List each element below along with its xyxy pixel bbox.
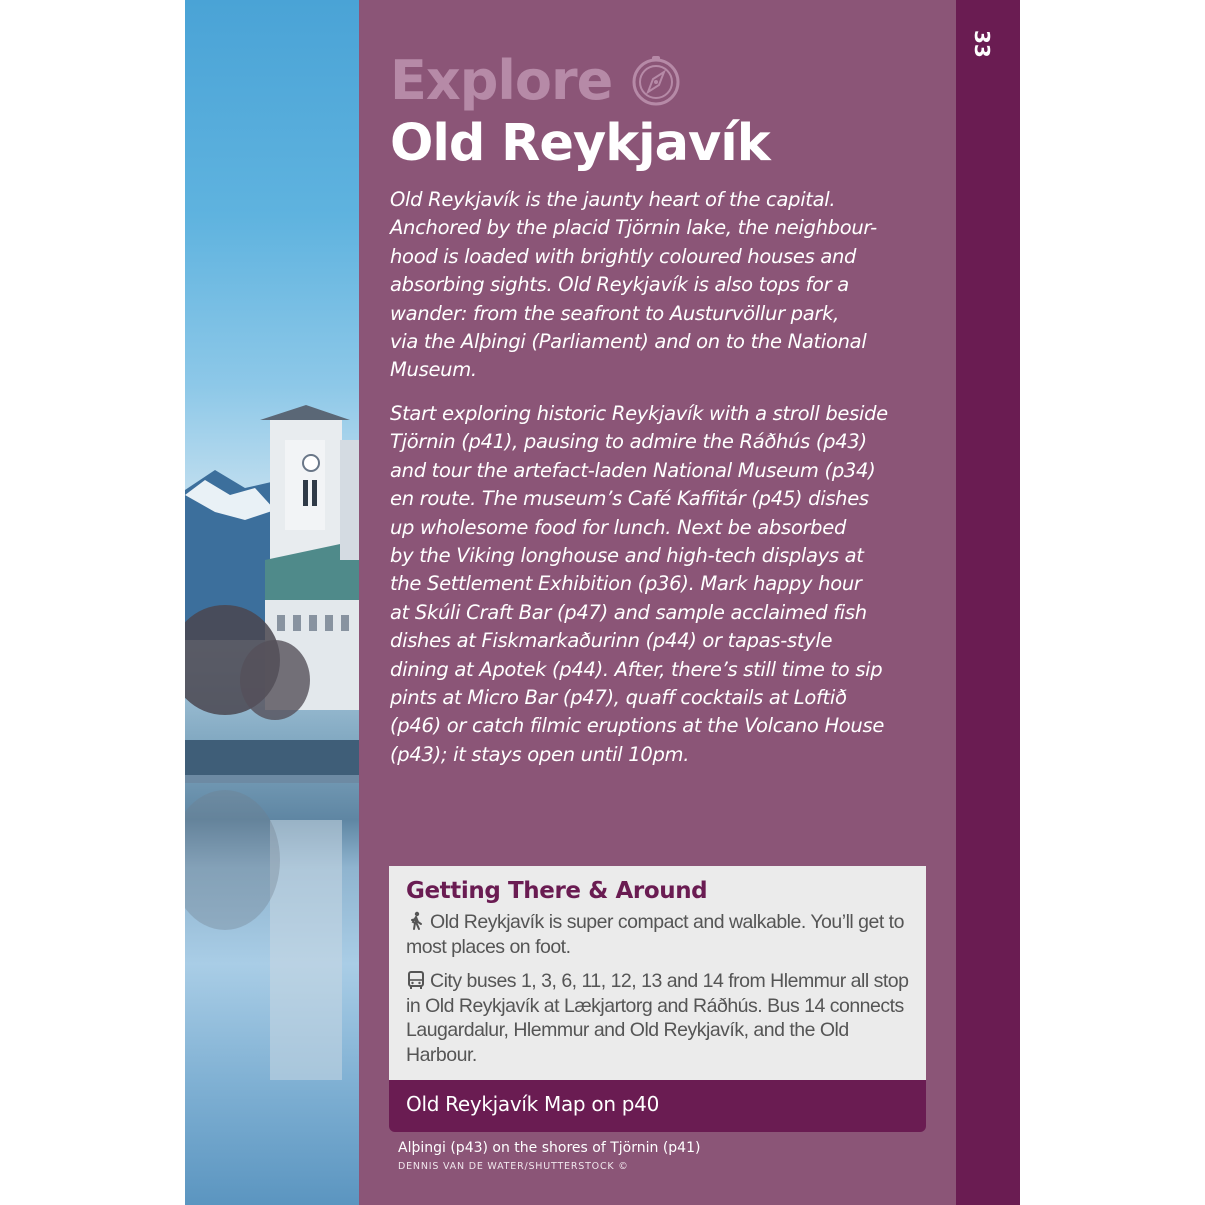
- intro-line: Museum.: [390, 358, 477, 382]
- photo-illustration: [185, 0, 359, 1205]
- bus-text: City buses 1, 3, 6, 11, 12, 13 and 14 from Hlemmur all stop: [430, 970, 909, 992]
- intro-line: wander: from the seafront to Austurvöllur park,: [390, 301, 840, 325]
- body-line: the Settlement Exhibition (p36). Mark happy hour: [390, 572, 862, 596]
- body-line: Tjörnin (p41), pausing to admire the Ráðhús (p43): [390, 430, 867, 454]
- explore-heading: [390, 48, 682, 112]
- bus-line: [406, 969, 916, 994]
- body-line: at Skúli Craft Bar (p47) and sample acclaimed fish: [390, 600, 867, 624]
- walking-text: Old Reykjavík is super compact and walkable. You’ll get to: [430, 911, 904, 933]
- getting-there-title: Getting There & Around: [406, 878, 708, 904]
- bus-info: [406, 969, 916, 1067]
- body-line: and tour the artefact-laden National Museum (p34): [390, 458, 876, 482]
- bus-line: Harbour.: [406, 1043, 477, 1066]
- photo-credit: DENNIS VAN DE WATER/SHUTTERSTOCK ©: [398, 1161, 629, 1172]
- intro-line: via the Alþingi (Parliament) and on to the National: [390, 330, 867, 354]
- intro-line: Anchored by the placid Tjörnin lake, the neighbour-: [390, 216, 877, 240]
- body-line: dining at Apotek (p44). After, there’s still time to sip: [390, 657, 883, 681]
- walking-person-icon: [406, 911, 426, 931]
- bus-icon: [406, 970, 426, 990]
- photo-caption: Alþingi (p43) on the shores of Tjörnin (p41): [398, 1140, 701, 1156]
- page-sidebar: [956, 0, 1020, 1205]
- body-line: up wholesome food for lunch. Next be absorbed: [390, 515, 847, 539]
- body-line: en route. The museum’s Café Kaffitár (p45) dishes: [390, 487, 869, 511]
- body-paragraph: [390, 400, 930, 769]
- explore-label: Explore: [390, 48, 613, 112]
- compass-icon: [630, 54, 682, 106]
- body-line: by the Viking longhouse and high-tech displays at: [390, 544, 864, 568]
- map-reference-link[interactable]: Old Reykjavík Map on p40: [406, 1092, 659, 1116]
- walking-info: [406, 910, 916, 959]
- bus-line: in Old Reykjavík at Lækjartorg and Ráðhús. Bus 14 connects: [406, 994, 904, 1017]
- body-line: (p46) or catch filmic eruptions at the Volcano House: [390, 714, 885, 738]
- walking-line: most places on foot.: [406, 935, 571, 958]
- map-reference-bar[interactable]: [389, 1080, 926, 1132]
- intro-line: absorbing sights. Old Reykjavík is also tops for a: [390, 273, 849, 297]
- getting-there-box: [389, 866, 926, 1080]
- intro-line: Old Reykjavík is the jaunty heart of the capital.: [390, 188, 836, 211]
- bus-line: Laugardalur, Hlemmur and Old Reykjavík, and the Old: [406, 1019, 849, 1042]
- page-title: Old Reykjavík: [390, 114, 770, 173]
- body-line: pints at Micro Bar (p47), quaff cocktails at Loftið: [390, 686, 847, 710]
- body-line: Start exploring historic Reykjavík with a stroll beside: [390, 402, 888, 425]
- walking-line: [406, 910, 916, 935]
- cover-photo: [185, 0, 359, 1205]
- intro-line: hood is loaded with brightly coloured houses and: [390, 244, 857, 268]
- intro-paragraph: [390, 186, 930, 385]
- body-line: (p43); it stays open until 10pm.: [390, 742, 690, 766]
- body-line: dishes at Fiskmarkaðurinn (p44) or tapas-style: [390, 629, 833, 653]
- page-number: 33: [970, 30, 994, 58]
